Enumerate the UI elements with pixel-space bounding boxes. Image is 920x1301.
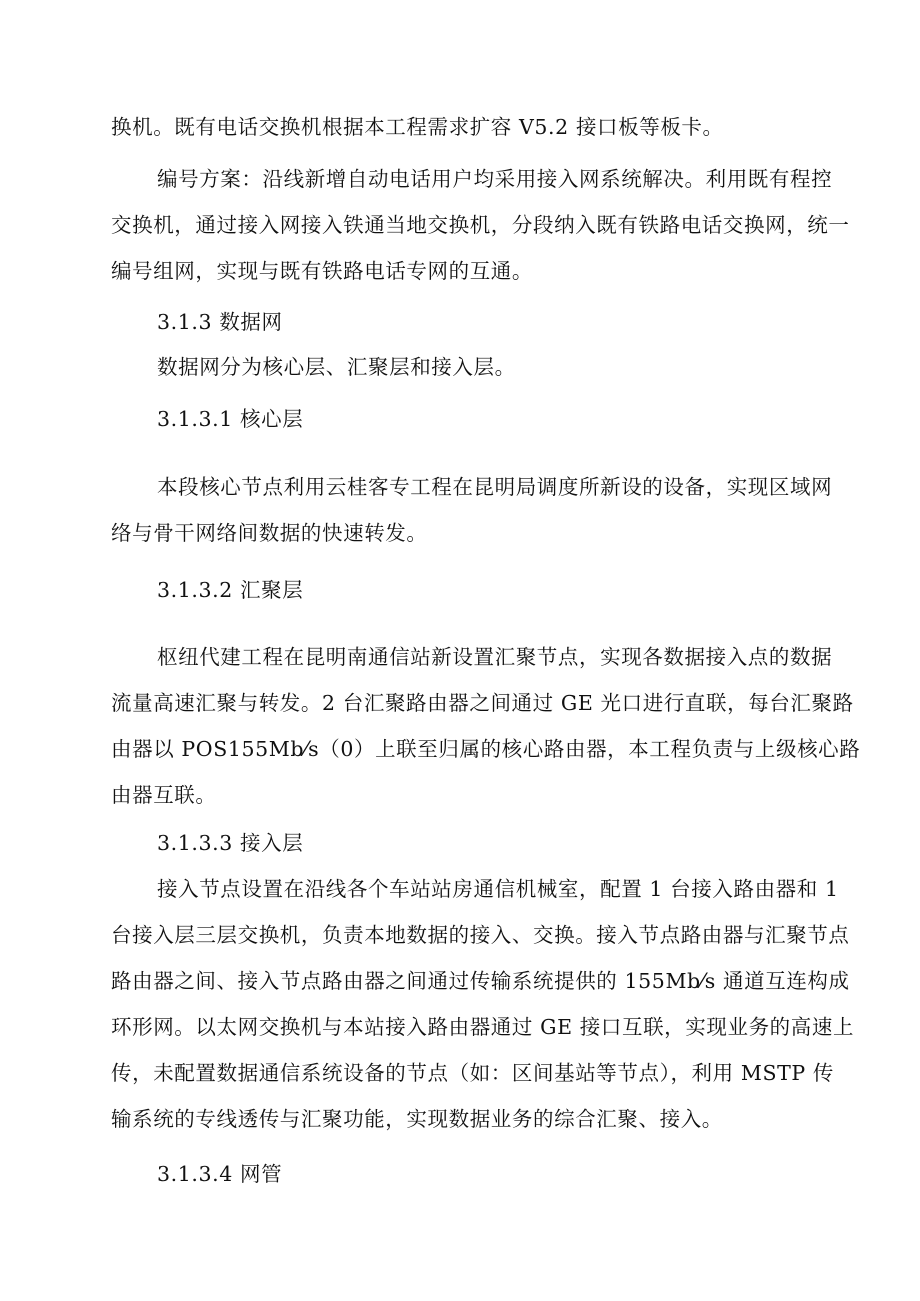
paragraph-data-network-layers (111, 344, 811, 390)
text-line: 流量高速汇聚与转发。2 台汇聚路由器之间通过 GE 光口进行直联，每台汇聚路 (111, 691, 854, 715)
text-line: 接入节点设置在沿线各个车站站房通信机械室，配置 1 台接入路由器和 1 (157, 877, 839, 901)
section-heading-core-layer (157, 396, 857, 442)
heading-text: 3.1.3.2 汇聚层 (157, 578, 304, 602)
text-line: 传，未配置数据通信系统设备的节点（如：区间基站等节点），利用 MSTP 传 (111, 1061, 834, 1085)
heading-text: 3.1.3.1 核心层 (157, 407, 304, 431)
heading-text: 3.1.3.3 接入层 (157, 831, 304, 855)
text-line: 枢纽代建工程在昆明南通信站新设置汇聚节点，实现各数据接入点的数据 (157, 645, 833, 669)
heading-text: 3.1.3.4 网管 (157, 1162, 283, 1186)
section-heading-aggregation-layer (157, 567, 857, 613)
text-line: 换机。既有电话交换机根据本工程需求扩容 V5.2 接口板等板卡。 (111, 115, 724, 139)
text-line: 本段核心节点利用云桂客专工程在昆明局调度所新设的设备，实现区域网 (157, 475, 833, 499)
paragraph-access-layer (111, 866, 855, 1142)
section-heading-access-layer (157, 820, 857, 866)
text-line: 数据网分为核心层、汇聚层和接入层。 (157, 355, 516, 379)
text-line: 由器互联。 (111, 783, 217, 807)
section-heading-data-network (157, 299, 857, 345)
text-line: 环形网。以太网交换机与本站接入路由器通过 GE 接口互联，实现业务的高速上 (111, 1015, 855, 1039)
text-line: 交换机，通过接入网接入铁通当地交换机，分段纳入既有铁路电话交换网，统一 (111, 213, 850, 237)
paragraph-numbering-scheme (111, 156, 850, 294)
heading-text: 3.1.3 数据网 (157, 310, 283, 334)
text-line: 输系统的专线透传与汇聚功能，实现数据业务的综合汇聚、接入。 (111, 1107, 723, 1131)
text-line: 编号组网，实现与既有铁路电话专网的互通。 (111, 259, 533, 283)
text-line: 编号方案：沿线新增自动电话用户均采用接入网系统解决。利用既有程控 (157, 167, 833, 191)
text-line: 络与骨干网络间数据的快速转发。 (111, 521, 428, 545)
paragraph-aggregation-layer (111, 634, 861, 818)
paragraph-continuation (111, 104, 811, 150)
text-line: 台接入层三层交换机，负责本地数据的接入、交换。接入节点路由器与汇聚节点 (111, 923, 850, 947)
text-line: 路由器之间、接入节点路由器之间通过传输系统提供的 155Mb⁄s 通道互连构成 (111, 969, 850, 993)
text-line: 由器以 POS155Mb⁄s（0）上联至归属的核心路由器，本工程负责与上级核心路 (111, 737, 861, 761)
paragraph-core-layer (111, 464, 833, 556)
section-heading-network-management (157, 1151, 857, 1197)
